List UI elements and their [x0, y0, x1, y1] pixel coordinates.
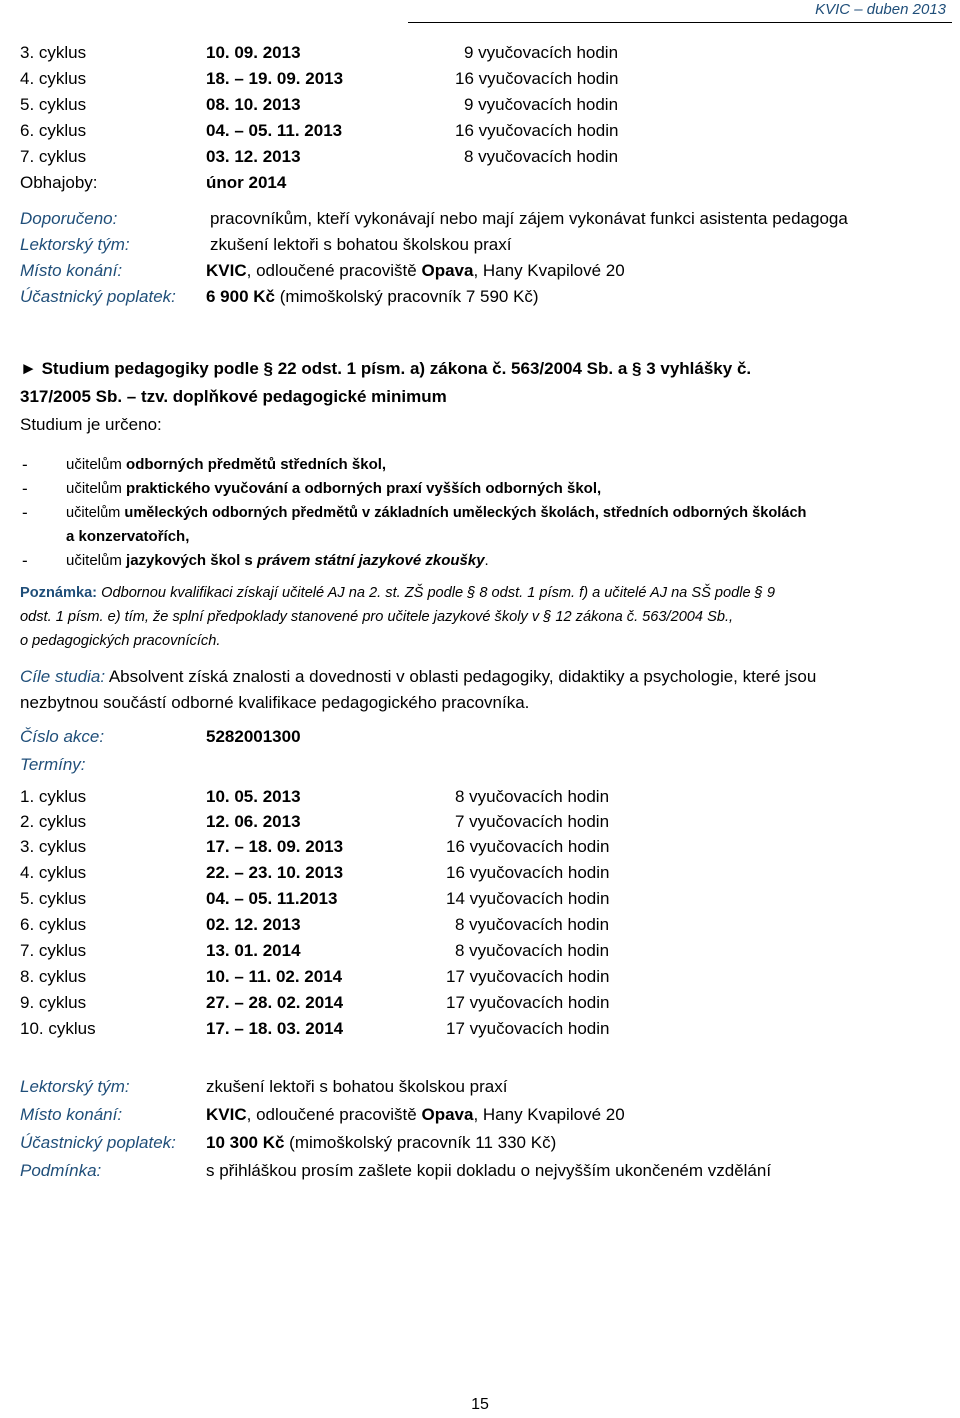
lector-value: zkušení lektoři s bohatou školskou praxí — [206, 1077, 508, 1096]
cycle-hours: 8 vyučovacích hodin — [455, 941, 610, 960]
cycle-label: 4. cyklus — [20, 863, 87, 882]
list-dash: - — [22, 479, 28, 498]
list-item — [66, 550, 489, 572]
list-item-bold: praktického vyučování a odborných praxí vyšších odborných škol, — [126, 480, 602, 497]
list-item-text: učitelům — [66, 552, 127, 569]
list-item-text: . — [484, 552, 489, 569]
cycle-date: 10. 09. 2013 — [206, 43, 301, 62]
condition-label: Podmínka: — [20, 1161, 102, 1180]
place-text: , Hany Kvapilové 20 — [473, 1105, 625, 1124]
place-label: Místo konání: — [20, 1105, 123, 1124]
cycle-date: 18. – 19. 09. 2013 — [206, 69, 344, 88]
header-title: KVIC – duben 2013 — [815, 1, 946, 18]
cycle-hours: 17 vyučovacích hodin — [446, 1019, 610, 1038]
page-header — [408, 0, 952, 23]
cycle-hours: 9 vyučovacích hodin — [464, 95, 619, 114]
place-bold: KVIC — [206, 261, 247, 280]
cycle-date: 02. 12. 2013 — [206, 915, 301, 934]
cycle-date: 17. – 18. 03. 2014 — [206, 1019, 344, 1038]
action-label: Číslo akce: — [20, 727, 105, 746]
place-label: Místo konání: — [20, 261, 123, 280]
cycle-label: 3. cyklus — [20, 837, 87, 856]
cycle-date: 10. 05. 2013 — [206, 787, 301, 806]
recommended-value: pracovníkům, kteří vykonávají nebo mají zájem vykonávat funkci asistenta pedagoga — [210, 209, 848, 228]
list-item-continuation: a konzervatořích, — [66, 528, 190, 545]
cycle-hours: 8 vyučovacích hodin — [464, 147, 619, 166]
list-item-bold: jazykových škol s — [126, 552, 257, 569]
list-item-bold: odborných předmětů středních škol, — [126, 456, 387, 473]
cycle-hours: 16 vyučovacích hodin — [455, 69, 619, 88]
condition-value: s přihláškou prosím zašlete kopii dokladu o nejvyšším ukončeném vzdělání — [206, 1161, 772, 1180]
cycle-date: 03. 12. 2013 — [206, 147, 301, 166]
cycle-hours: 8 vyučovacích hodin — [455, 915, 610, 934]
cycle-date: 17. – 18. 09. 2013 — [206, 837, 344, 856]
cycle-date: 08. 10. 2013 — [206, 95, 301, 114]
recommended-label: Doporučeno: — [20, 209, 118, 228]
cycle-label: 2. cyklus — [20, 812, 87, 831]
lector-label: Lektorský tým: — [20, 235, 130, 254]
intended-label: Studium je určeno: — [20, 415, 162, 434]
list-dash: - — [22, 455, 28, 474]
cycle-date: 27. – 28. 02. 2014 — [206, 993, 344, 1012]
cycle-label: 5. cyklus — [20, 95, 87, 114]
list-item-bold: uměleckých odborných předmětů v základních uměleckých školách, středních odborných školách — [124, 505, 807, 521]
action-value: 5282001300 — [206, 727, 301, 746]
cycle-hours: 8 vyučovacích hodin — [455, 787, 610, 806]
cycle-label: 6. cyklus — [20, 121, 87, 140]
place-bold: Opava — [421, 1105, 474, 1124]
place-text: , Hany Kvapilové 20 — [473, 261, 625, 280]
cycle-label: 3. cyklus — [20, 43, 87, 62]
cycle-date: 10. – 11. 02. 2014 — [206, 967, 343, 986]
cycle-label: 7. cyklus — [20, 147, 87, 166]
lector-value: zkušení lektoři s bohatou školskou praxí — [210, 235, 512, 254]
cycle-date: 12. 06. 2013 — [206, 812, 301, 831]
cycle-hours: 17 vyučovacích hodin — [446, 993, 610, 1012]
cycle-date: 04. – 05. 11. 2013 — [206, 121, 343, 140]
note-line: o pedagogických pracovnících. — [20, 633, 221, 649]
arrow-icon: ► — [20, 359, 37, 378]
goal-line — [20, 666, 816, 688]
fee-label: Účastnický poplatek: — [20, 1133, 176, 1152]
cycle-date: 04. – 05. 11.2013 — [206, 889, 338, 908]
terms-label: Termíny: — [20, 755, 86, 774]
cycle-label: 5. cyklus — [20, 889, 87, 908]
goal-line: nezbytnou součástí odborné kvalifikace pedagogického pracovníka. — [20, 693, 530, 712]
cycle-hours: 9 vyučovacích hodin — [464, 43, 619, 62]
list-dash: - — [22, 551, 28, 570]
cycle-hours: 14 vyučovacích hodin — [446, 889, 610, 908]
cycle-hours: 17 vyučovacích hodin — [446, 967, 610, 986]
cycle-label: 6. cyklus — [20, 915, 87, 934]
list-item-text: učitelům — [66, 456, 127, 473]
defense-label: Obhajoby: — [20, 173, 98, 192]
cycle-hours: 16 vyučovacích hodin — [446, 863, 610, 882]
cycle-hours: 7 vyučovacích hodin — [455, 812, 610, 831]
lector-label: Lektorský tým: — [20, 1077, 130, 1096]
list-item-bold-italic: právem státní jazykové zkoušky — [256, 552, 485, 569]
place-text: , odloučené pracoviště — [246, 1105, 422, 1124]
fee-amount: 6 900 Kč — [206, 287, 275, 306]
fee-text: (mimoškolský pracovník 11 330 Kč) — [284, 1133, 557, 1152]
cycle-label: 10. cyklus — [20, 1019, 96, 1038]
section-title-line2: 317/2005 Sb. – tzv. doplňkové pedagogické minimum — [20, 387, 447, 406]
note-text: Odbornou kvalifikaci získají učitelé AJ na 2. st. ZŠ podle § 8 odst. 1 písm. f) a učitelé AJ na SŠ podle § 9 — [101, 585, 775, 601]
cycle-date: 13. 01. 2014 — [206, 941, 301, 960]
place-bold: Opava — [421, 261, 474, 280]
fee-amount: 10 300 Kč — [206, 1133, 285, 1152]
goal-label: Cíle studia: — [20, 667, 106, 686]
list-item — [66, 478, 601, 500]
defense-value: únor 2014 — [206, 173, 287, 192]
note-line — [20, 582, 775, 604]
cycle-label: 8. cyklus — [20, 967, 87, 986]
cycle-label: 1. cyklus — [20, 787, 87, 806]
section-title — [20, 358, 751, 380]
cycle-date: 22. – 23. 10. 2013 — [206, 863, 344, 882]
place-bold: KVIC — [206, 1105, 247, 1124]
fee-value — [206, 1132, 556, 1154]
list-item — [66, 454, 386, 476]
place-value — [206, 260, 625, 282]
cycle-label: 4. cyklus — [20, 69, 87, 88]
list-dash: - — [22, 503, 28, 522]
section-title-text: Studium pedagogiky podle § 22 odst. 1 písm. a) zákona č. 563/2004 Sb. a § 3 vyhlášky č. — [41, 359, 752, 378]
list-item-text: učitelům — [66, 480, 127, 497]
note-label: Poznámka: — [20, 585, 98, 601]
cycle-hours: 16 vyučovacích hodin — [455, 121, 619, 140]
list-item-text: učitelům — [66, 505, 125, 521]
note-line: odst. 1 písm. e) tím, že splní předpoklady stanovené pro učitele jazykové školy v § 12 zákona č. 563/2004 Sb., — [20, 609, 734, 625]
goal-text: Absolvent získá znalosti a dovednosti v oblasti pedagogiky, didaktiky a psychologie, které jsou — [108, 667, 817, 686]
place-value — [206, 1104, 625, 1126]
page-number: 15 — [471, 1396, 489, 1413]
cycle-label: 7. cyklus — [20, 941, 87, 960]
fee-label: Účastnický poplatek: — [20, 287, 176, 306]
list-item — [66, 502, 806, 524]
fee-text: (mimoškolský pracovník 7 590 Kč) — [275, 287, 539, 306]
cycle-label: 9. cyklus — [20, 993, 87, 1012]
fee-value — [206, 286, 539, 308]
cycle-hours: 16 vyučovacích hodin — [446, 837, 610, 856]
place-text: , odloučené pracoviště — [246, 261, 422, 280]
